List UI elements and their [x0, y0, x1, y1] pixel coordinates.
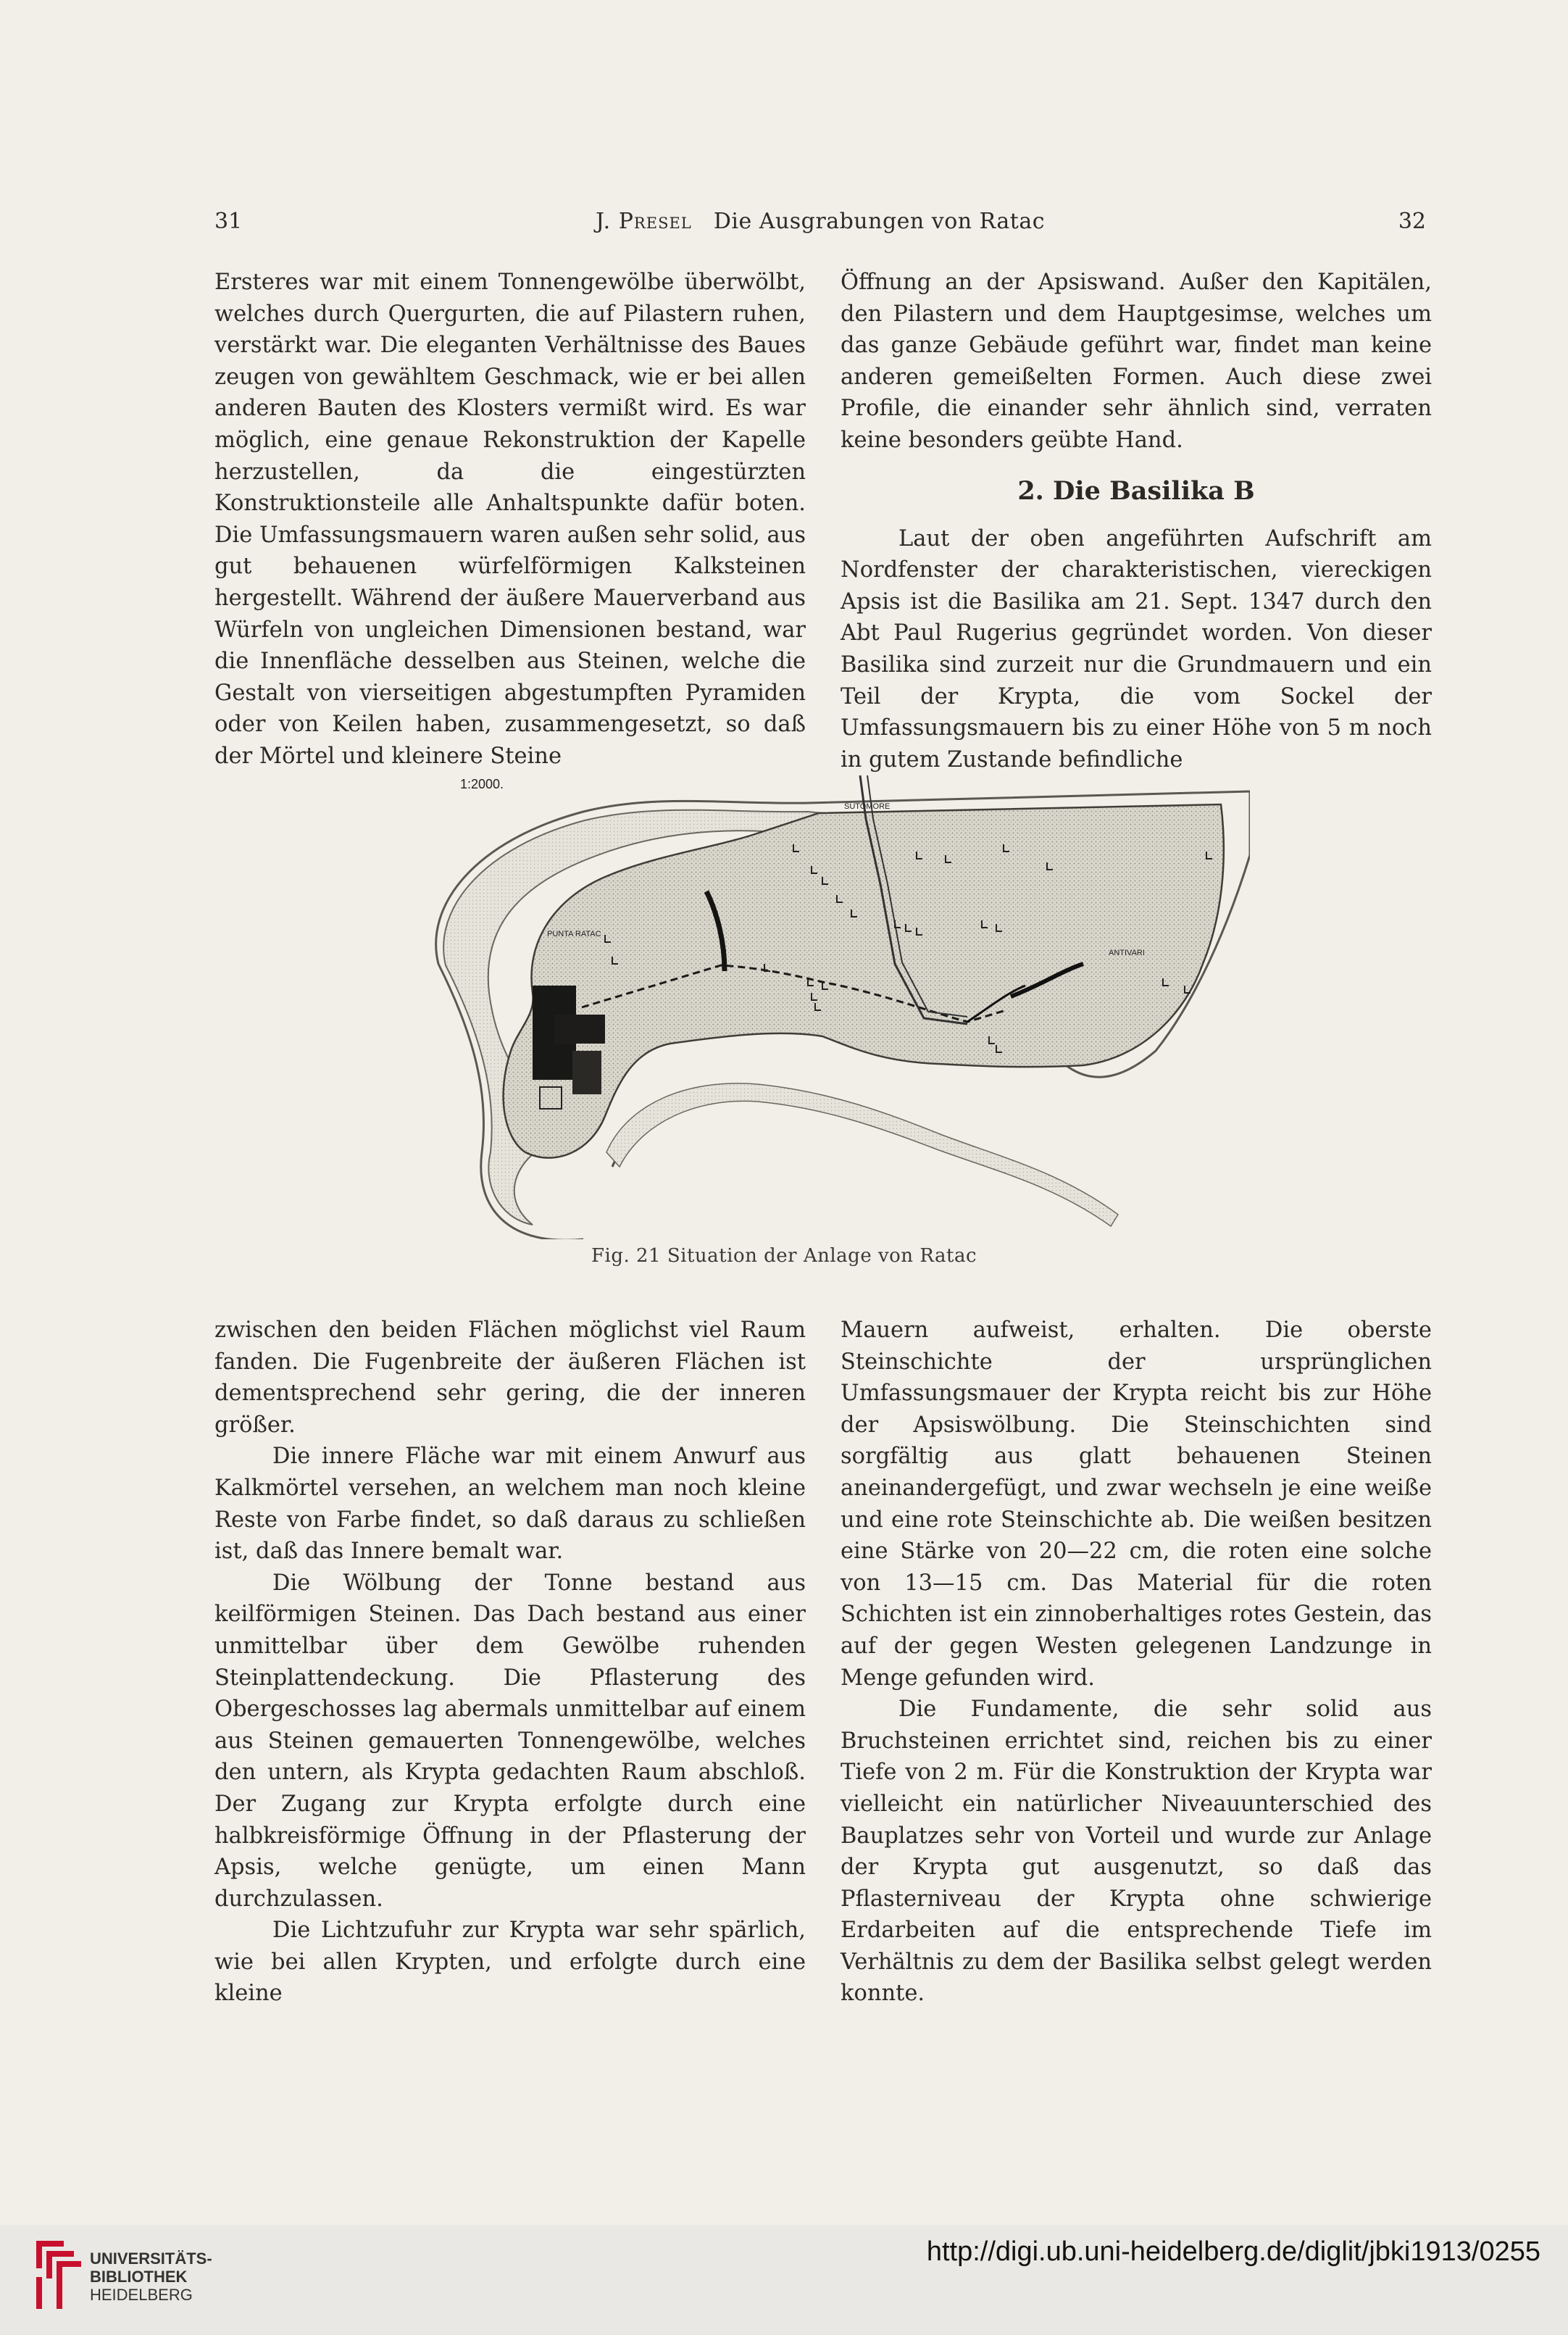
article-title: Die Ausgrabungen von Ratac [713, 209, 1046, 234]
column-left-top [214, 267, 806, 773]
running-header [214, 209, 1426, 241]
paragraph: Die Fundamente, die sehr solid aus Bruchsteinen errichtet sind, reichen bis zu einer Tiefe von 2 m. Für die Konstruktion der Krypta war vielleicht ein natürlicher Niveauunterschied des Bauplatzes sehr von Vorteil und wurde zur Anlage der Krypta gut ausgenutzt, so daß das Pflasterniveau der Krypta ohne schwierige Erdarbeiten auf die entsprechende Tiefe im Verhältnis zu dem der Basilika selbst gelegt werden konnte. [841, 1697, 1432, 2007]
university-library-logo-icon [32, 2236, 86, 2313]
author-name: J. Presel [595, 209, 692, 234]
paragraph: zwischen den beiden Flächen möglichst viel Raum fanden. Die Fugenbreite der äußeren Flächen ist dementsprechend sehr gering, die der inneren größer. [214, 1318, 806, 1438]
source-url-link[interactable]: http://digi.ub.uni-heidelberg.de/diglit/jbki1913/0255 [926, 2236, 1540, 2267]
library-name-line: HEIDELBERG [90, 2286, 193, 2304]
paragraph: Laut der oben angeführten Aufschrift am Nordfenster der charakteristischen, viereckigen Apsis ist die Basilika am 21. Sept. 1347 durch den Abt Paul Rugerius gegründet worden. Von dieser Basilika sind zurzeit nur die Grundmauern und ein Teil der Krypta, die vom Sockel der Umfassungsmauern bis zu einer Höhe von 5 m noch in gutem Zustande befindliche [841, 525, 1432, 773]
column-right-top [841, 267, 1432, 775]
monastery-annex [572, 1051, 601, 1094]
site-map-figure [417, 775, 1250, 1239]
map-label-antivari: ANTIVARI [1109, 949, 1145, 957]
library-name [90, 2249, 212, 2304]
section-heading: 2. Die Basilika B [1017, 475, 1255, 506]
paragraph: Mauern aufweist, erhalten. Die oberste Steinschichte der ursprünglichen Umfassungsmauer der Krypta reicht bis zur Höhe der Apsiswölbung. Die Steinschichten sind sorgfältig aus glatt behauenen Steinen aneinandergefügt, und zwar wechseln je eine weiße und eine rote Steinschichte ab. Die weißen besitzen eine Stärke von 20—22 cm, die roten eine solche von 13—15 cm. Das Material für die roten Schichten ist ein zinnoberhaltiges rotes Gestein, das auf der gegen Westen gelegenen Landzunge in Menge gefunden wird. [841, 1318, 1432, 1691]
paragraph: Die Wölbung der Tonne bestand aus keilförmigen Steinen. Das Dach bestand aus einer unmittelbar über dem Gewölbe ruhenden Steinplattendeckung. Die Pflasterung des Obergeschosses lag abermals unmittelbar auf einem aus Steinen gemauerten Tonnengewölbe, welches den untern, als Krypta gedachten Raum abschloß. Der Zugang zur Krypta erfolgte durch eine halbkreisförmige Öffnung in der Pflasterung der Apsis, welche genügte, um einen Mann durchzulassen. [214, 1570, 806, 1912]
land-mass [504, 804, 1224, 1158]
paragraph: Ersteres war mit einem Tonnengewölbe überwölbt, welches durch Quergurten, die auf Pilastern ruhen, verstärkt war. Die eleganten Verhältnisse des Baues zeugen von gewähltem Geschmack, wie er bei allen anderen Bauten des Klosters vermißt wird. Es war möglich, eine genaue Rekonstruktion der Kapelle herzustellen, da die eingestürzten Konstruktionsteile alle Anhaltspunkte dafür boten. Die Umfassungsmauern waren außen sehr solid, aus gut behauenen würfelförmigen Kalksteinen hergestellt. Während der äußere Mauerverband aus Würfeln von ungleichen Dimensionen bestand, war die Innenfläche desselben aus Steinen, welche die Gestalt von vierseitigen abgestumpften Pyramiden oder von Keilen haben, zusammengesetzt, so daß der Mörtel und kleinere Steine [214, 270, 806, 769]
monastery-wing [554, 1015, 605, 1044]
lower-beach-band [606, 1083, 1118, 1226]
paragraph: Die Lichtzufuhr zur Krypta war sehr spärlich, wie bei allen Krypten, und erfolgte durch eine kleine [214, 1918, 806, 2007]
column-left-bottom [214, 1315, 806, 2010]
page-number-left: 31 [214, 209, 243, 234]
page-number-right: 32 [1398, 209, 1426, 234]
library-name-line: BIBLIOTHEK [90, 2268, 188, 2286]
running-title [214, 209, 1426, 234]
map-label-sutomore: SUTOMORE [844, 802, 891, 811]
paragraph: Öffnung an der Apsiswand. Außer den Kapitälen, den Pilastern und dem Hauptgesimse, welches um das ganze Gebäude geführt war, findet man keine anderen gemeißelten Formen. Auch diese zwei Profile, die einander sehr ähnlich sind, verraten keine besonders geübte Hand. [841, 270, 1432, 453]
map-label-punta-ratac: PUNTA RATAC [547, 930, 601, 938]
library-name-line: UNIVERSITÄTS- [90, 2249, 212, 2268]
paragraph: Die innere Fläche war mit einem Anwurf aus Kalkmörtel versehen, an welchem man noch kleine Reste von Farbe findet, so daß daraus zu schließen ist, daß das Innere bemalt war. [214, 1444, 806, 1565]
figure-caption: Fig. 21 Situation der Anlage von Ratac [591, 1245, 977, 1267]
map-scale: 1:2000. [460, 777, 504, 791]
column-right-bottom [841, 1315, 1432, 2010]
